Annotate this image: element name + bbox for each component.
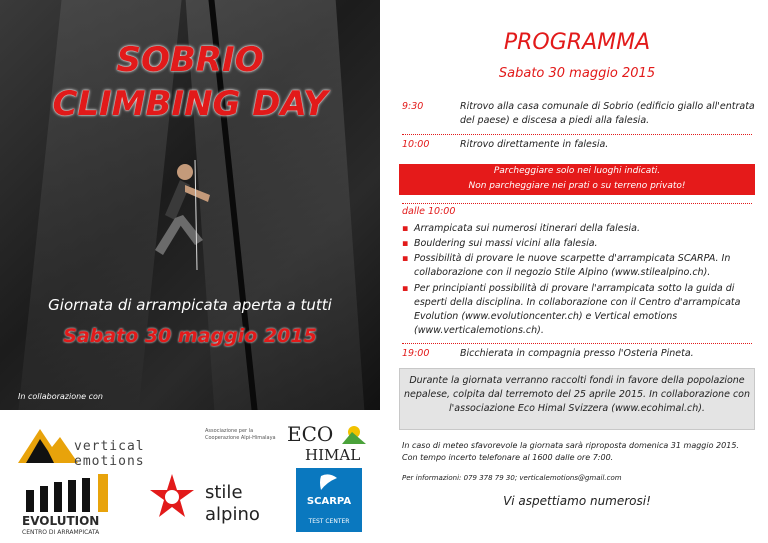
item-text: Ritrovo alla casa comunale di Sobrio (edificio giallo all'entrata del paese) e discesa a piedi alla falesia. xyxy=(460,101,755,126)
sponsor-logos xyxy=(0,410,380,543)
notice-line1: Parcheggiare solo nei luoghi indicati. xyxy=(493,166,661,176)
poster-title-line2: CLIMBING DAY xyxy=(52,84,328,124)
alpino-text: alpino xyxy=(205,504,260,525)
bullet-text: Bouldering sui massi vicini alla falesia. xyxy=(414,238,598,249)
stile-alpino-logo xyxy=(205,482,275,532)
vertical-emotions-text: vertical emotions xyxy=(74,439,145,469)
star-logo-icon xyxy=(148,472,196,520)
item-time: 9:30 xyxy=(402,101,424,112)
bullet-text: Per principianti possibilità di provare l'arrampicata sotto la guida di esperti della disciplina. In collaborazione con il Centro d'arrampicata Evolution (www.evolutioncenter.ch) e Vertical emotions (www.verticalemotions.ch). xyxy=(414,283,741,336)
item-text: Ritrovo direttamente in falesia. xyxy=(460,139,609,150)
divider xyxy=(402,343,752,344)
evolution-text: EVOLUTION xyxy=(22,514,100,528)
scarpa-logo xyxy=(296,468,362,532)
notice-line2: Non parcheggiare nei prati o su terreno privato! xyxy=(468,181,686,191)
weather-note: In caso di meteo sfavorevole la giornata sarà riproposta domenica 31 maggio 2015. xyxy=(402,441,739,450)
divider xyxy=(402,203,752,204)
scarpa-mark-icon xyxy=(317,472,341,494)
collab-label: In collaborazione con xyxy=(18,392,103,401)
divider xyxy=(402,134,752,135)
vertical-emotions-logo xyxy=(18,425,188,469)
parking-notice xyxy=(399,164,755,195)
evolution-subtext: CENTRO DI ARRAMPICATA xyxy=(22,529,100,536)
poster-subtitle: Giornata di arrampicata aperta a tutti xyxy=(48,296,332,314)
evening-time: 19:00 xyxy=(402,348,430,359)
bullet-text: Possibilità di provare le nuove scarpette d'arrampicata SCARPA. In collaborazione con il negozio Stile Alpino (www.stilealpino.ch). xyxy=(414,253,731,278)
himal-text: HIMAL xyxy=(305,446,361,464)
scarpa-text: SCARPA xyxy=(306,496,352,507)
poster-date: Sabato 30 maggio 2015 xyxy=(63,325,317,347)
eco-himal-logo xyxy=(205,422,370,472)
eco-himal-caption: Associazione per la Cooperazione Alpi-Himalaya xyxy=(205,428,276,441)
eco-text: ECO xyxy=(287,422,334,446)
poster-title-line1: SOBRIO xyxy=(116,40,264,80)
sun-mountain-icon xyxy=(342,426,366,444)
climber-icon xyxy=(135,160,225,270)
evolution-logo xyxy=(22,472,122,538)
bullet-text: Arrampicata sui numerosi itinerari della falesia. xyxy=(414,223,641,234)
evolution-figures-icon xyxy=(22,472,122,514)
stile-text: stile xyxy=(205,482,243,503)
closing-text: Vi aspettiamo numerosi! xyxy=(503,494,651,508)
program-date: Sabato 30 maggio 2015 xyxy=(498,66,656,81)
from-label: dalle 10:00 xyxy=(402,206,456,217)
mountain-icon xyxy=(18,425,78,463)
evening-text: Bicchierata in compagnia presso l'Osteria Pineta. xyxy=(460,348,694,359)
fundraising-notice: Durante la giornata verranno raccolti fondi in favore della popolazione nepalese, colpita dal terremoto del 25 aprile 2015. In collaborazione con l'associazione Eco Himal Svizzera (www.ecohimal.ch). xyxy=(399,368,755,430)
program-heading: PROGRAMMA xyxy=(503,30,651,55)
contact-info: Per informazioni: 079 378 79 30; verticalemotions@gmail.com xyxy=(402,474,622,482)
weather-phone-note: Con tempo incerto telefonare al 1600 dalle ore 7:00. xyxy=(402,453,614,462)
test-center-text: TEST CENTER xyxy=(308,518,350,525)
hero-photo xyxy=(0,0,380,410)
item-time: 10:00 xyxy=(402,139,430,150)
